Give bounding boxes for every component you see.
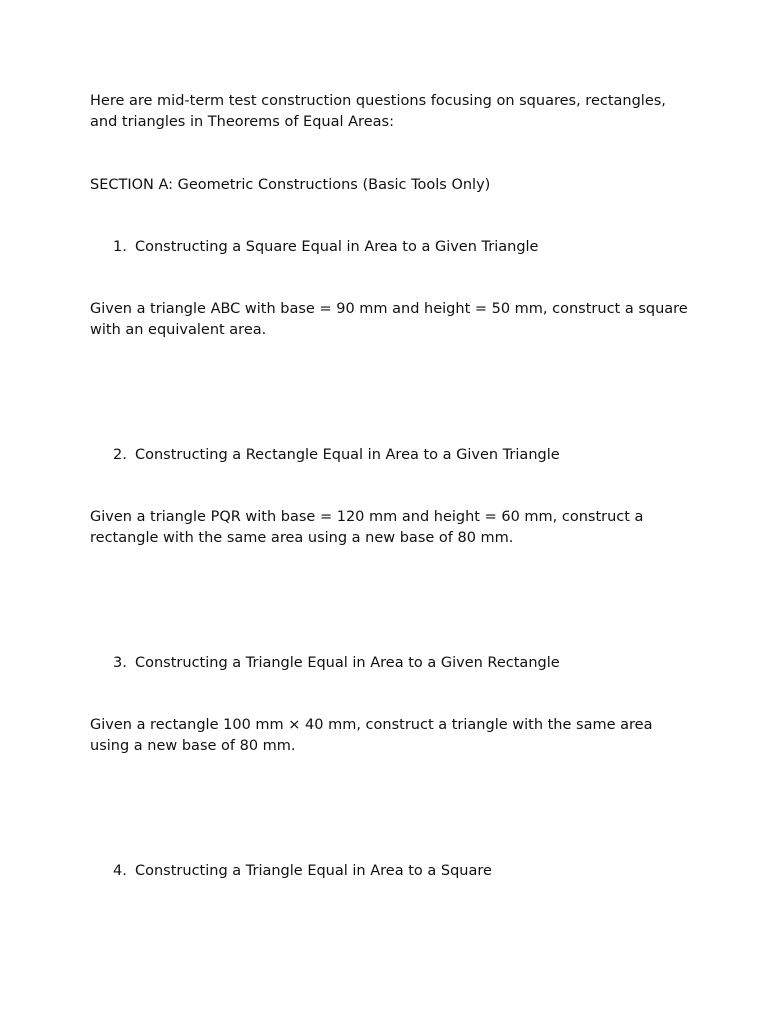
question-3-title xyxy=(113,653,693,674)
question-4-number: 4. xyxy=(113,863,127,879)
question-3-body: Given a rectangle 100 mm × 40 mm, construct a triangle with the same area using a new base of 80 mm. xyxy=(90,717,653,754)
section-heading: SECTION A: Geometric Constructions (Basic Tools Only) xyxy=(90,177,491,193)
intro-paragraph: Here are mid-term test construction questions focusing on squares, rectangles, and triangles in Theorems of Equal Areas: xyxy=(90,93,666,130)
question-2-body: Given a triangle PQR with base = 120 mm and height = 60 mm, construct a rectangle with the same area using a new base of 80 mm. xyxy=(90,509,644,546)
question-2-title xyxy=(113,445,693,466)
question-1-title xyxy=(113,237,693,258)
question-1-number: 1. xyxy=(113,239,127,255)
question-2-number: 2. xyxy=(113,447,127,463)
question-3-title-text: Constructing a Triangle Equal in Area to a Given Rectangle xyxy=(135,655,560,671)
question-3-number: 3. xyxy=(113,655,127,671)
question-2-title-text: Constructing a Rectangle Equal in Area to a Given Triangle xyxy=(135,447,560,463)
question-1-title-text: Constructing a Square Equal in Area to a Given Triangle xyxy=(135,239,539,255)
question-4-title-text: Constructing a Triangle Equal in Area to a Square xyxy=(135,863,492,879)
question-1-body: Given a triangle ABC with base = 90 mm and height = 50 mm, construct a square with an equivalent area. xyxy=(90,301,688,338)
question-4-title xyxy=(113,861,693,882)
